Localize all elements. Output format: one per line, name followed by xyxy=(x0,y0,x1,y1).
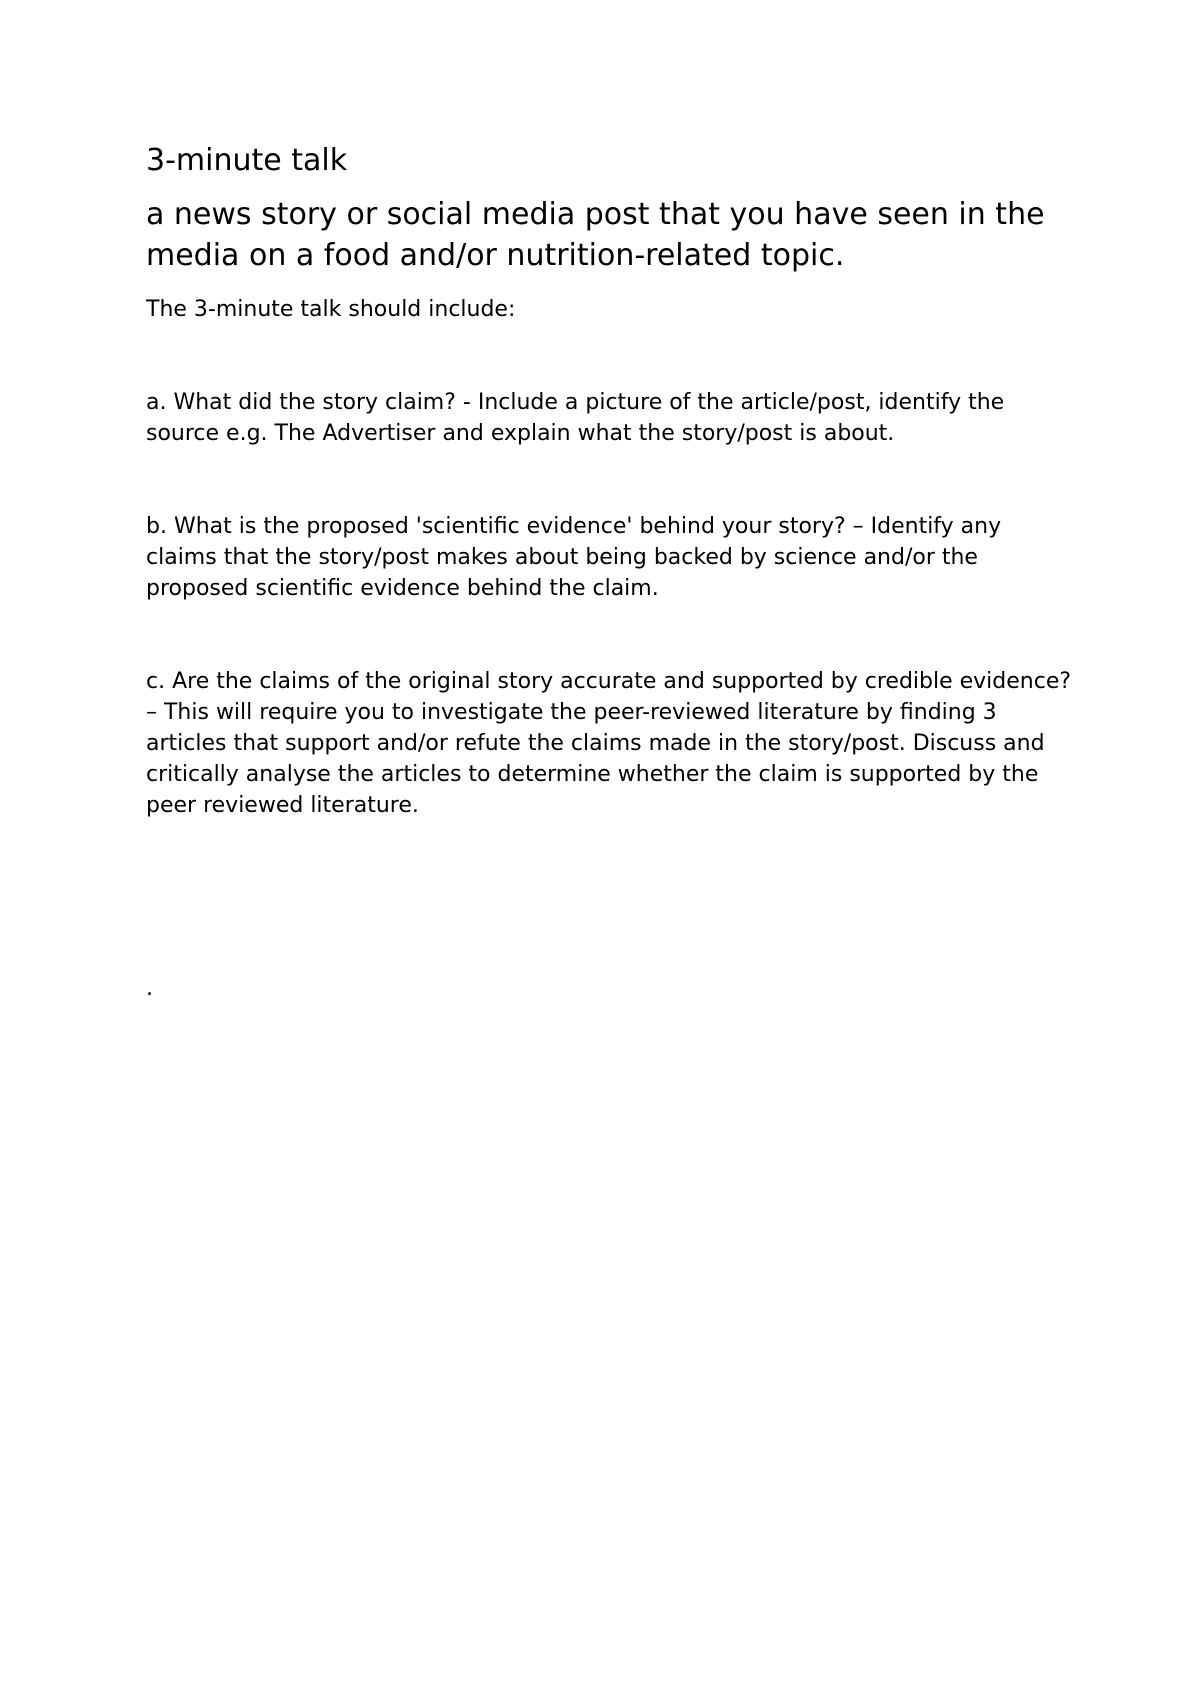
intro-text: The 3-minute talk should include: xyxy=(146,297,516,322)
item-a: a. What did the story claim? - Include a picture of the article/post, identify the source e.g. The Advertiser and explain what the story/post is about. xyxy=(146,390,1005,446)
document-subtitle: a news story or social media post that you have seen in the media on a food and/or nutrition-related topic. xyxy=(146,197,1045,273)
item-c: c. Are the claims of the original story accurate and supported by credible evidence? – This will require you to investigate the peer-reviewed literature by finding 3 articles that support and/or refute the claims made in the story/post. Discuss and critically analyse the articles to determine whether the claim is supported by the peer reviewed literature. xyxy=(146,669,1072,818)
document-content xyxy=(146,140,1076,1004)
item-b: b. What is the proposed 'scientific evidence' behind your story? – Identify any claims that the story/post makes about being backed by science and/or the proposed scientific evidence behind the claim. xyxy=(146,514,1002,601)
document-title: 3-minute talk xyxy=(146,143,348,178)
trailing-period: . xyxy=(146,976,153,1001)
